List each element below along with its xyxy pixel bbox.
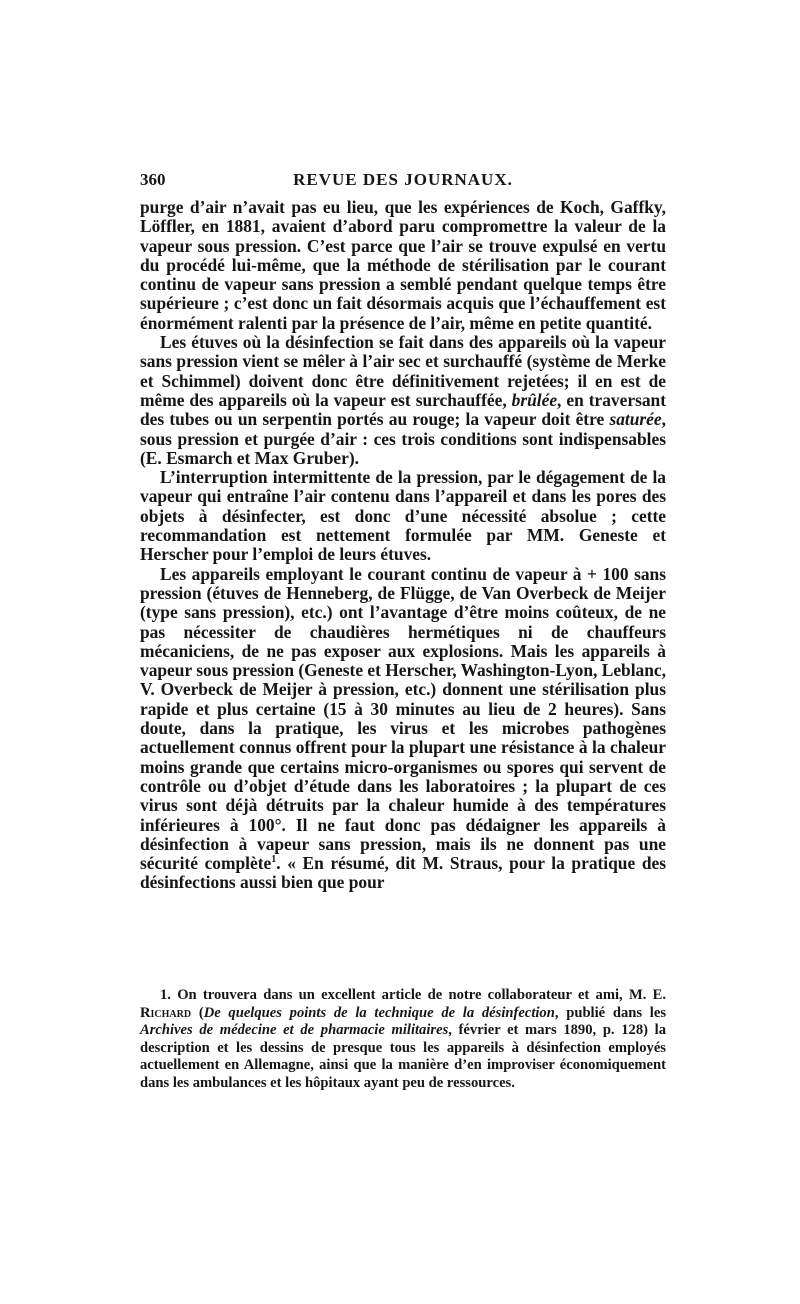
footnote-article-title: De quelques points de la technique de la désinfection [203, 1004, 555, 1021]
paragraph-2-text-b: , en traversant des tubes ou un serpentin portés au rouge; la vapeur doit être [140, 389, 666, 430]
journal-title: REVUE DES JOURNAUX. [293, 170, 513, 189]
paragraph-1 [140, 198, 666, 333]
paragraph-4 [140, 565, 666, 893]
emphasis-brulee: brûlée [511, 389, 558, 410]
emphasis-saturee: saturée [609, 409, 662, 430]
footnote-author: Richard [140, 1004, 192, 1021]
paragraph-4-text-a: Les appareils employant le courant continu de vapeur à + 100 sans pression (étuves de Henneberg, de Flügge, de Van Overbeck de Meijer (type sans pression), etc.) ont l’avantage d’être moins coûteux, de ne pas nécessiter de chaudières hermétiques ni de chauffeurs mécaniciens, de ne pas exposer aux explosions. Mais les appareils à vapeur sous pression (Geneste et Herscher, Washington-Lyon, Leblanc, V. Overbeck de Meijer à pression, etc.) donnent une stérilisation plus rapide et plus certaine (15 à 30 minutes au lieu de 2 heures). Sans doute, dans la pratique, les virus et les microbes pathogènes actuellement connus offrent pour la plupart une résistance à la chaleur moins grande que certains micro-organismes ou spores qui servent de contrôle ou d’objet d’étude dans les laboratoires ; la plupart de ces virus sont déjà détruits par la chaleur humide à des températures inférieures à 100°. Il ne faut donc pas dédaigner les appareils à désinfection à vapeur sans pression, mais ils ne donnent pas une sécurité complète [140, 563, 666, 874]
paragraph-2-text-a: Les étuves où la désinfection se fait dans des appareils où la vapeur sans pression vient se mêler à l’air sec et surchauffé (système de Merke et Schimmel) doivent donc être définitivement rejetées; il en est de même des appareils où la vapeur est surchauffée, [140, 332, 666, 410]
footnote-text-2: ( [191, 1004, 204, 1021]
running-head [140, 170, 666, 192]
footnote-reference[interactable]: 1 [271, 854, 277, 866]
page-number: 360 [140, 170, 166, 189]
paragraph-2-text-c: , sous pression et purgée d’air : ces trois conditions sont indispensables (E. Esmarch et Max Gruber). [140, 409, 666, 468]
footnote-text-3: , publié dans les [554, 1004, 666, 1021]
paragraph-2 [140, 333, 666, 468]
footnote-journal-name: Archives de médecine et de pharmacie militaires [140, 1022, 449, 1039]
footnote-text-1: On trouvera dans un excellent article de notre collaborateur et ami, M. E. [170, 987, 666, 1003]
paragraph-1-text: purge d’air n’avait pas eu lieu, que les expériences de Koch, Gaffky, Löffler, en 1881, avaient d’abord paru compromettre la valeur de la vapeur sous pression. C’est parce que l’air se trouve expulsé en vertu du procédé lui-même, que la méthode de stérilisation par le courant continu de vapeur sans pression a semblé pendant quelque temps être supérieure ; c’est donc un fait désormais acquis que l’échauffement est énormément ralenti par la présence de l’air, même en petite quantité. [140, 197, 666, 333]
paragraph-4-text-b: . « En résumé, dit M. Straus, pour la pratique des désinfections aussi bien que pour [140, 853, 667, 893]
footnote-marker: 1. [160, 987, 171, 1003]
paragraph-3 [140, 468, 666, 564]
article-body [140, 198, 666, 893]
footnote [140, 987, 666, 1093]
paragraph-3-text: L’interruption intermittente de la pression, par le dégagement de la vapeur qui entraîne l’air contenu dans l’appareil et dans les pores des objets à désinfecter, est donc d’une nécessité absolue ; cette recommandation est nettement formulée par MM. Geneste et Herscher pour l’emploi de leurs étuves. [140, 467, 666, 565]
footnote-text-4: , février et mars 1890, p. 128) la description et les dessins de presque tous les appareils à désinfection employés actuellement en Allemagne, ainsi que la manière d’en improviser économiquement dans les ambulances et les hôpitaux ayant peu de ressources. [140, 1022, 666, 1091]
footnote-paragraph [140, 987, 666, 1093]
